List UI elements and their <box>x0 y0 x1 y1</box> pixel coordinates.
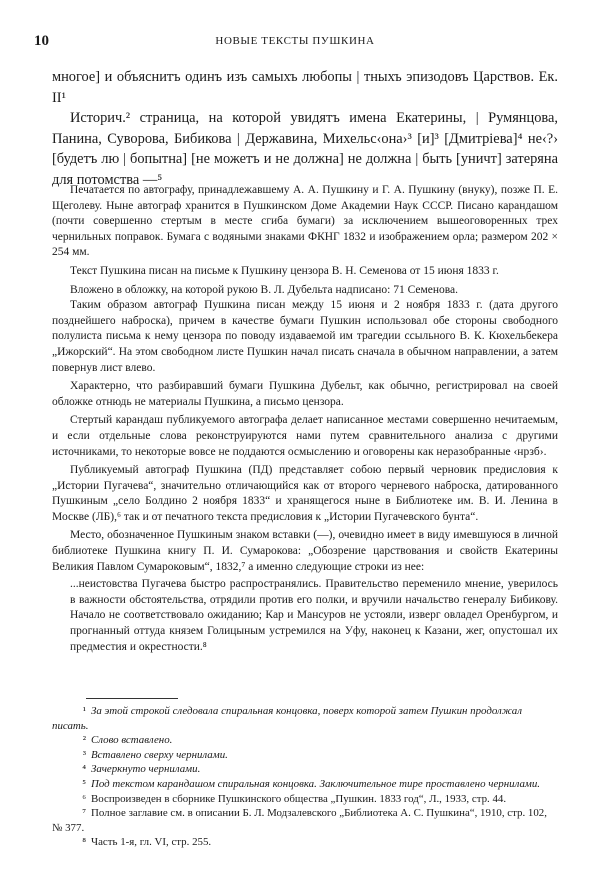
footnote-number: ⁸ <box>82 836 86 849</box>
pushkin-text-paragraph: многое] и объяснитъ одинъ изъ самыхъ любопы | тныхъ эпизодовъ Царствов. Ек. II¹ <box>52 69 558 106</box>
footnote-number: ⁷ <box>82 807 86 820</box>
footnote <box>52 762 558 777</box>
editorial-commentary <box>52 183 558 655</box>
pushkin-text-paragraph: Историч.² страница, на которой увидятъ имена Екатерины, | Румянцова, Панина, Суворова, Бибикова | Державина, Михельс‹она›³ [и]³ [Дмитріева]⁴ не‹?› [будетъ лю | бопытна] [не можетъ и не должна] не должна | быть [уничт] затеряна для потомства —⁵ <box>52 110 558 188</box>
footnote-text: Слово вставлено. <box>91 734 173 747</box>
footnote-text: Вставлено сверху чернилами. <box>91 748 228 761</box>
commentary-paragraph: Печатается по автографу, принадлежавшему А. А. Пушкину и Г. А. Пушкину (внуку), позже П. Е. Щеголеву. Ныне автограф хранится в Пушкинском Доме Академии Наук СССР. Писано карандашом (почти совершенно стертым в месте сгиба бумаги) за исключением вышеоговоренных трех чернильных поправок. Бумага с водяными знаками ФКНГ 1832 и изображением орла; размером 202 × 254 мм. <box>52 184 558 259</box>
footnote <box>52 704 558 733</box>
block-quote: ...неистовства Пугачева быстро распространялись. Правительство переменило мнение, уверилось в важности обстоятельства, отрядили против его полки, и вручили начальство генералу Бибикову. Начало не соответствовало ожиданию; Кар и Мансуров не устояли, изверг овладел Оренбургом, и прогнанный оттуда князем Голицыным устремился на Уфу, наконец к Казани, жег, опустошал их предместия и окрестности.⁸ <box>70 578 558 653</box>
footnote-number: ³ <box>82 748 86 761</box>
footnote <box>52 748 558 763</box>
footnote-number: ¹ <box>82 705 86 717</box>
footnote-text: Под текстом карандашом спиральная концовка. Заключительное тире проставлено чернилами. <box>91 777 541 790</box>
footnote-text: За этой строкой следовала спиральная концовка, поверх которой затем Пушкин продолжал писать. <box>52 705 522 732</box>
footnote-text: Часть 1-я, гл. VI, стр. 255. <box>91 836 212 849</box>
footnote <box>52 777 558 792</box>
footnote <box>52 792 558 807</box>
pushkin-text-block <box>52 67 558 190</box>
footnotes <box>52 704 558 850</box>
commentary-paragraph: Таким образом автограф Пушкина писан между 15 июня и 2 ноября 1833 г. (дата другого позднейшего наброска), причем в качестве бумаги Пушкин использовал обе стороны свободного полулиста письма к нему цензора по поводу издаваемой им трагедии ссыльного В. К. Кюхельбекера „Ижорский“. На этом свободном листе Пушкин начал писать сначала в обычном направлении, а затем повернув лист влево. <box>52 299 558 374</box>
footnote <box>52 733 558 748</box>
commentary-paragraph: Публикуемый автограф Пушкина (ПД) представляет собою первый черновик предисловия к „Истории Пугачева“, значительно отличающийся как от второго черневого наброска, датированного Пушкиным „село Болдино 2 ноября 1833“ и хранящегося ныне в Библиотеке им. В. И. Ленина в Москве (ЛБ),⁶ так и от печатного текста предисловия к „Истории Пугачевского бунта“. <box>52 464 558 523</box>
page-header <box>34 33 556 53</box>
running-title: НОВЫЕ ТЕКСТЫ ПУШКИНА <box>215 35 375 47</box>
footnote-text: Воспроизведен в сборнике Пушкинского общества „Пушкин. 1833 год“, Л., 1933, стр. 44. <box>91 792 507 805</box>
footnote-number: ² <box>82 734 86 747</box>
commentary-paragraph: Текст Пушкина писан на письме к Пушкину цензора В. Н. Семенова от 15 июня 1833 г. <box>70 264 499 277</box>
commentary-paragraph: Стертый карандаш публикуемого автографа делает написанное местами совершенно нечитаемым, и если отдельные слова реконструируются нами путем сравнительного анализа с другими источниками, то некоторые вовсе не поддаются осмыслению и оговорены как неразобранные ‹нрзб›. <box>52 414 558 458</box>
page-number: 10 <box>34 33 49 49</box>
commentary-paragraph: Место, обозначенное Пушкиным знаком вставки (—), очевидно имеет в виду имевшуюся в личной библиотеке Пушкина книгу П. И. Сумарокова: „Обозрение царствования и свойств Екатерины Великия Павлом Сумароковым“, 1832,⁷ а именно следующие строки из нее: <box>52 529 558 573</box>
footnote-number: ⁶ <box>82 792 86 805</box>
footnote-number: ⁵ <box>82 777 86 790</box>
footnote-divider <box>86 698 178 699</box>
footnote-text: Зачеркнуто чернилами. <box>91 763 201 776</box>
commentary-paragraph: Вложено в обложку, на которой рукою В. Л. Дубельта надписано: 71 Семенова. <box>70 283 459 296</box>
footnote-number: ⁴ <box>82 763 86 776</box>
footnote-text: Полное заглавие см. в описании Б. Л. Модзалевского „Библиотека А. С. Пушкина“, 1910, стр. 102, № 377. <box>52 807 547 834</box>
footnote <box>52 806 558 835</box>
footnote <box>52 835 558 850</box>
commentary-paragraph: Характерно, что разбиравший бумаги Пушкина Дубельт, как обычно, регистрировал на своей обложке отнюдь не материалы Пушкина, а письмо цензора. <box>52 380 558 408</box>
